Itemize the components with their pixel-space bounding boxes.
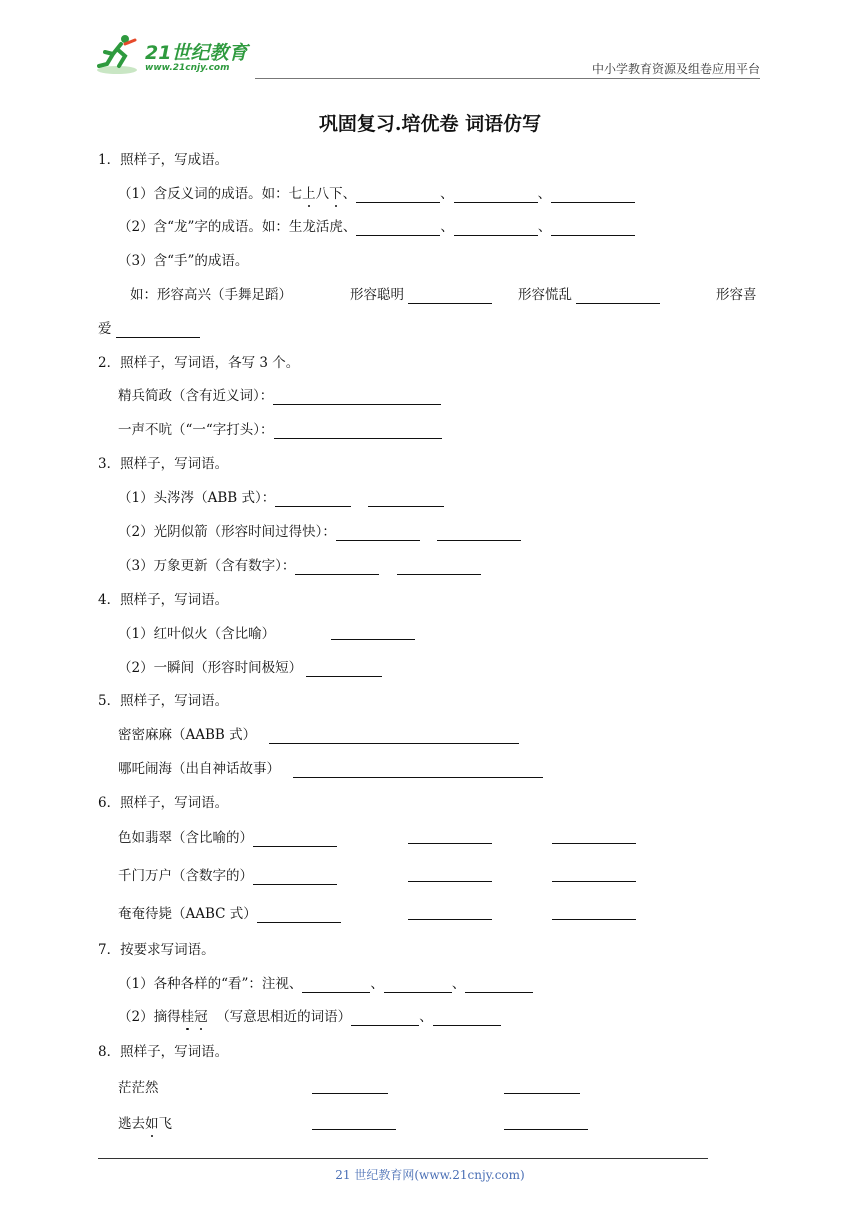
question-4-a: （1）红叶似火（含比喻）: [118, 626, 276, 642]
answer-blank[interactable]: [551, 188, 635, 203]
answer-blank[interactable]: [312, 1079, 388, 1094]
answer-blank[interactable]: [504, 1115, 588, 1130]
answer-blank[interactable]: [408, 867, 492, 882]
question-3-b: （2）光阴似箭（形容时间过得快）：: [118, 523, 521, 541]
question-8-a: 茫茫然: [118, 1080, 159, 1096]
question-5-a: 密密麻麻（AABB 式）: [118, 726, 519, 744]
answer-blank[interactable]: [356, 221, 440, 236]
question-6-stem: 6．照样子，写词语。: [98, 795, 229, 811]
answer-blank[interactable]: [336, 526, 420, 541]
emphasis-char: 如: [145, 1116, 159, 1132]
answer-blank[interactable]: [253, 832, 337, 847]
logo: [95, 30, 265, 78]
answer-blank[interactable]: [302, 978, 370, 993]
emphasis-char: 上: [302, 186, 316, 202]
header-divider: [255, 78, 760, 79]
runner-logo-icon: [95, 32, 143, 76]
answer-blank[interactable]: [275, 492, 351, 507]
question-1-part-3: （3）含“手”的成语。: [118, 253, 249, 269]
platform-label: 中小学教育资源及组卷应用平台: [591, 62, 760, 76]
question-8-stem: 8．照样子，写词语。: [98, 1044, 229, 1060]
answer-blank[interactable]: [433, 1011, 501, 1026]
answer-blank[interactable]: [408, 289, 492, 304]
answer-blank[interactable]: [551, 221, 635, 236]
question-2-a: 精兵简政（含有近义词）：: [118, 387, 441, 405]
answer-blank[interactable]: [253, 870, 337, 885]
answer-blank[interactable]: [384, 978, 452, 993]
footer-divider: [98, 1158, 708, 1159]
answer-blank[interactable]: [465, 978, 533, 993]
question-6-b: 千门万户（含数字的）: [118, 867, 337, 885]
answer-blank[interactable]: [552, 867, 636, 882]
answer-blank[interactable]: [576, 289, 660, 304]
emphasis-char: 下: [329, 186, 343, 202]
answer-blank[interactable]: [368, 492, 444, 507]
question-6-c: 奄奄待毙（AABC 式）: [118, 905, 341, 923]
question-3-a: （1）头涔涔（ABB 式）：: [118, 489, 444, 507]
answer-blank[interactable]: [454, 188, 538, 203]
answer-blank[interactable]: [116, 323, 200, 338]
question-1-example-a: 如：形容高兴（手舞足蹈）: [130, 287, 292, 303]
question-8-b: 逃去如飞: [118, 1116, 172, 1132]
question-3-stem: 3．照样子，写词语。: [98, 456, 229, 472]
answer-blank[interactable]: [293, 763, 543, 778]
question-7-a: （1）各种各样的“看”：注视、 、 、: [118, 975, 533, 993]
answer-blank[interactable]: [437, 526, 521, 541]
logo-url: www.21cnjy.com: [145, 63, 230, 73]
question-1-stem: 1．照样子，写成语。: [98, 152, 229, 168]
question-1-love-b: 爱: [98, 320, 200, 338]
question-7-stem: 7．按要求写词语。: [98, 942, 215, 958]
question-4-b: （2）一瞬间（形容时间极短）: [118, 659, 382, 677]
answer-blank[interactable]: [295, 560, 379, 575]
question-3-c: （3）万象更新（含有数字）：: [118, 557, 481, 575]
question-1-part-2: （2）含“龙”字的成语。如：生龙活虎、 、 、: [118, 218, 635, 236]
answer-blank[interactable]: [312, 1115, 396, 1130]
emphasis-char: 桂: [180, 1009, 195, 1025]
question-1-panic: 形容慌乱: [518, 286, 660, 304]
answer-blank[interactable]: [273, 390, 441, 405]
question-5-b: 哪吒闹海（出自神话故事）: [118, 760, 543, 778]
answer-blank[interactable]: [454, 221, 538, 236]
question-1-part-1: （1）含反义词的成语。如：七上八下、 、 、: [118, 185, 635, 203]
answer-blank[interactable]: [504, 1079, 580, 1094]
question-1-smart: 形容聪明: [350, 286, 492, 304]
logo-text: 21世纪教育: [145, 42, 248, 64]
page-title: 巩固复习.培优卷 词语仿写: [318, 113, 542, 135]
question-4-stem: 4．照样子，写词语。: [98, 592, 229, 608]
emphasis-char: 冠: [194, 1009, 208, 1025]
question-7-b: （2）摘得桂冠 （写意思相近的词语） 、: [118, 1008, 501, 1026]
question-6-a: 色如翡翠（含比喻的）: [118, 829, 337, 847]
answer-blank[interactable]: [257, 908, 341, 923]
answer-blank[interactable]: [356, 188, 440, 203]
answer-blank[interactable]: [351, 1011, 419, 1026]
question-2-b: 一声不吭（“一“字打头）：: [118, 421, 442, 439]
answer-blank[interactable]: [552, 829, 636, 844]
question-2-stem: 2．照样子，写词语，各写 3 个。: [98, 355, 300, 371]
answer-blank[interactable]: [408, 829, 492, 844]
answer-blank[interactable]: [274, 424, 442, 439]
answer-blank[interactable]: [397, 560, 481, 575]
answer-blank[interactable]: [408, 905, 492, 920]
question-1-love-a: 形容喜: [716, 287, 757, 303]
answer-blank[interactable]: [306, 662, 382, 677]
answer-blank[interactable]: [331, 625, 415, 640]
answer-blank[interactable]: [552, 905, 636, 920]
question-5-stem: 5．照样子，写词语。: [98, 693, 229, 709]
footer-source: 21 世纪教育网(www.21cnjy.com): [335, 1168, 525, 1182]
answer-blank[interactable]: [269, 729, 519, 744]
page-header: [95, 30, 760, 82]
